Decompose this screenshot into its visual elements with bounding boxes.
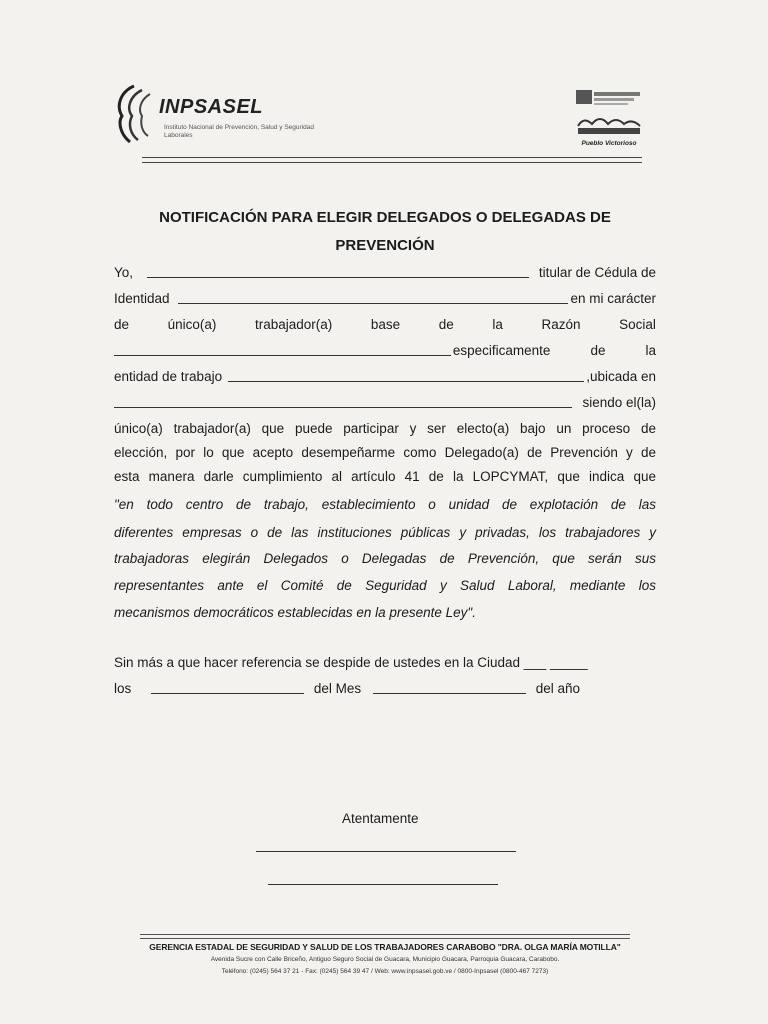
title-line-2: PREVENCIÓN xyxy=(335,237,435,254)
location-blank[interactable] xyxy=(114,407,572,408)
word: Razón xyxy=(541,317,581,332)
paragraph-line: único(a) trabajador(a) que puede participar y ser electo(a) bajo un proceso de xyxy=(114,421,656,436)
header-divider xyxy=(142,157,642,163)
government-seal-icon xyxy=(574,86,644,140)
government-logo xyxy=(574,86,644,152)
inpsasel-logo xyxy=(112,80,312,150)
quote-line: mecanismos democráticos establecidas en la presente Ley". xyxy=(114,605,476,620)
caracter-label: en mi carácter xyxy=(570,291,656,306)
mes-label: del Mes xyxy=(313,681,362,696)
word: la xyxy=(492,317,503,332)
form-line-identity xyxy=(114,290,656,307)
quote-line: "en todo centro de trabajo, establecimiento o unidad de explotación de las xyxy=(114,497,656,512)
footer-title: GERENCIA ESTADAL DE SEGURIDAD Y SALUD DE LOS TRABAJADORES CARABOBO "DRA. OLGA MARÍA MOTILLA" xyxy=(149,942,621,952)
atentamente-label: Atentamente xyxy=(342,811,419,826)
word: Social xyxy=(619,317,656,332)
form-line-location xyxy=(114,394,656,411)
de-label: de xyxy=(590,343,606,358)
month-blank[interactable] xyxy=(373,693,526,694)
entity-blank[interactable] xyxy=(228,381,584,382)
quote-line: representantes ante el Comité de Seguridad y Salud Laboral, mediante los xyxy=(114,578,656,593)
ubicada-label: ,ubicada en xyxy=(586,369,656,384)
form-line-name xyxy=(114,264,656,281)
company-blank[interactable] xyxy=(114,355,451,356)
logo-subtitle: Instituto Nacional de Prevención, Salud y Seguridad Laborales xyxy=(164,124,314,139)
day-blank[interactable] xyxy=(151,693,304,694)
los-label: los xyxy=(114,681,132,696)
title-line-1: NOTIFICACIÓN PARA ELEGIR DELEGADOS O DELEGADAS DE xyxy=(159,209,611,226)
footer-divider xyxy=(140,934,630,939)
ano-label: del año xyxy=(535,681,580,696)
word: base xyxy=(370,317,401,332)
siendo-label: siendo el(la) xyxy=(582,395,656,410)
paragraph-line: elección, por lo que acepto desempeñarme como Delegado(a) de Prevención y de xyxy=(114,445,656,460)
form-line-company xyxy=(114,342,656,359)
paragraph-line: esta manera darle cumplimiento al artículo 41 de la LOPCYMAT, que indica que xyxy=(114,469,656,484)
government-caption: Pueblo Victorioso xyxy=(581,140,637,147)
logo-name: INPSASEL xyxy=(159,96,264,118)
quote-line: diferentes empresas o de las instituciones públicas y privadas, los trabajadores y xyxy=(114,525,656,540)
quote-line: trabajadoras elegirán Delegados o Delegadas de Prevención, que serán sus xyxy=(114,551,656,566)
id-blank[interactable] xyxy=(178,303,569,304)
titular-label: titular de Cédula de xyxy=(538,265,656,280)
profiles-logo-icon xyxy=(112,82,162,148)
word: trabajador(a) xyxy=(255,317,333,332)
document-title xyxy=(112,204,658,260)
closing-line: Sin más a que hacer referencia se despide de ustedes en la Ciudad ___ _____ xyxy=(114,655,588,670)
yo-label: Yo, xyxy=(114,265,134,280)
form-line-role xyxy=(114,316,656,333)
entidad-label: entidad de trabajo xyxy=(114,369,223,384)
identidad-label: Identidad xyxy=(114,291,170,306)
la-label: la xyxy=(645,343,656,358)
signature-line[interactable] xyxy=(256,851,516,852)
word: de xyxy=(438,317,454,332)
signature-line[interactable] xyxy=(268,884,498,885)
especificamente-label: especificamente xyxy=(452,343,551,358)
footer-contact: Teléfono: (0245) 564 37 21 - Fax: (0245) 564 39 47 / Web: www.inpsasel.gob.ve / 0800-Inpsasel (0800-467 7273) xyxy=(221,968,549,975)
word: de xyxy=(114,317,130,332)
date-line xyxy=(114,680,580,697)
footer-address: Avenida Sucre con Calle Briceño, Antiguo Seguro Social de Guacara, Municipio Guacara, Parroquia Guacara, Carabobo. xyxy=(210,956,560,963)
word: único(a) xyxy=(167,317,217,332)
name-blank[interactable] xyxy=(147,277,529,278)
form-line-entity xyxy=(114,368,656,385)
